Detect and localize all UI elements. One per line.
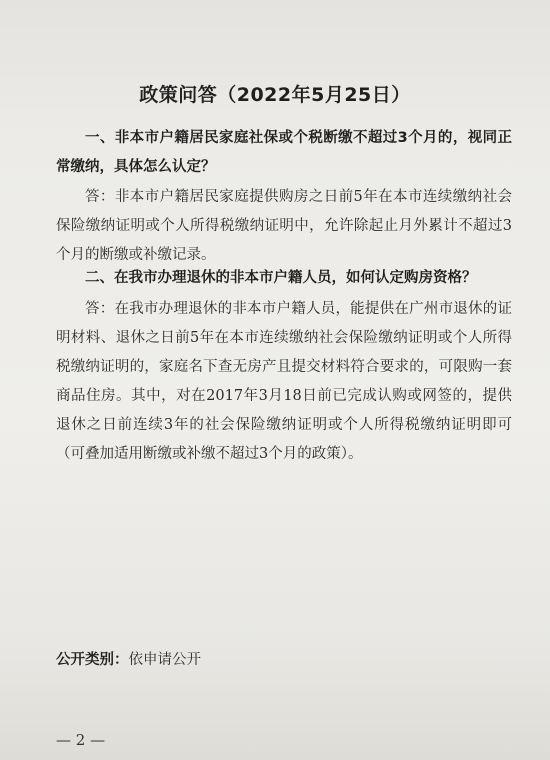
document-title: 政策问答（2022年5月25日） <box>139 84 411 106</box>
answer-1: 答：非本市户籍居民家庭提供购房之日前5年在本市连续缴纳社会保险缴纳证明或个人所得税缴纳证明中，允许除起止月外累计不超过3个月的断缴或补缴记录。 <box>56 189 512 263</box>
disclosure-label: 公开类别： <box>56 652 129 668</box>
question-1: 一、非本市户籍居民家庭社保或个税断缴不超过3个月的，视同正常缴纳，具体怎么认定？ <box>56 130 512 175</box>
disclosure-value: 依申请公开 <box>128 652 201 668</box>
page-number: — 2 — <box>56 731 106 749</box>
question-2: 二、在我市办理退休的非本市户籍人员，如何认定购房资格？ <box>85 270 477 286</box>
disclosure-category <box>56 648 201 669</box>
answer-2: 答：在我市办理退休的非本市户籍人员，能提供在广州市退休的证明材料、退休之日前5年在本市连续缴纳社会保险缴纳证明或个人所得税缴纳证明的，家庭名下查无房产且提交材料符合要求的，可限购一套商品住房。其中，对在2017年3月18日前已完成认购或网签的，提供退休之日前连续3年的社会保险缴纳证明或个人所得税缴纳证明即可（可叠加适用断缴或补缴不超过3个月的政策）。 <box>56 301 512 462</box>
